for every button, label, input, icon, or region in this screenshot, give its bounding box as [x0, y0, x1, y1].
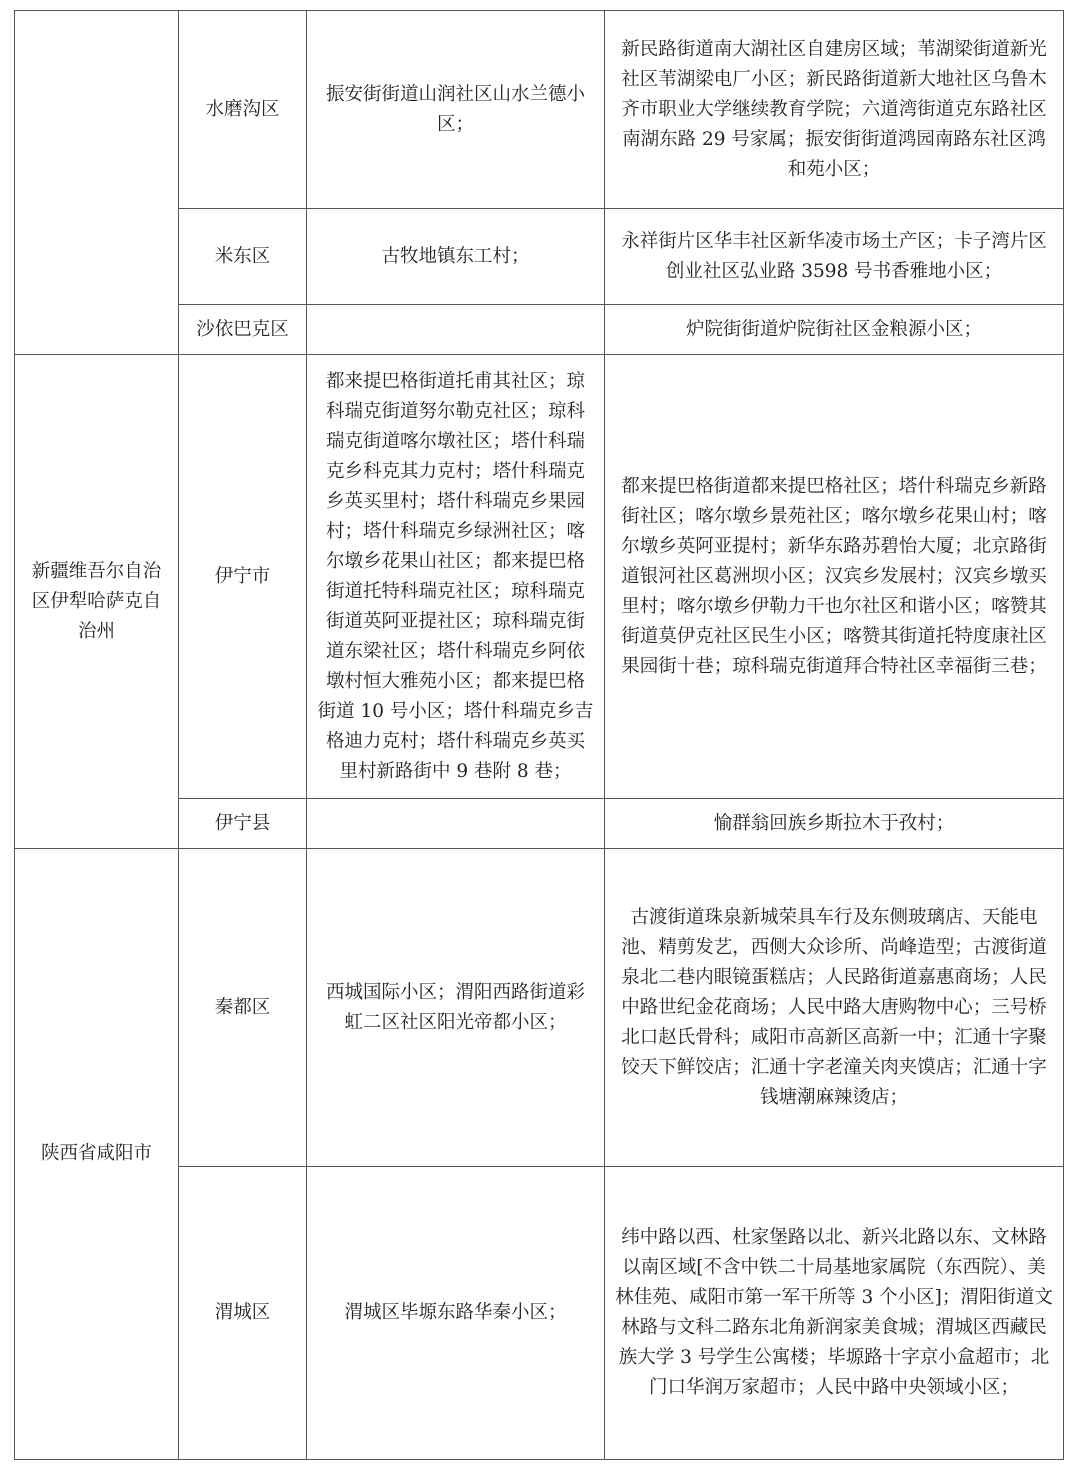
district-cell: 沙依巴克区 — [179, 305, 307, 355]
high-risk-cell — [307, 305, 605, 355]
district-cell: 水磨沟区 — [179, 11, 307, 209]
district-cell: 米东区 — [179, 209, 307, 305]
mid-risk-cell: 炉院街街道炉院街社区金粮源小区； — [605, 305, 1064, 355]
high-risk-cell: 西城国际小区；渭阳西路街道彩虹二区社区阳光帝都小区； — [307, 849, 605, 1167]
high-risk-cell: 古牧地镇东工村； — [307, 209, 605, 305]
district-cell: 秦都区 — [179, 849, 307, 1167]
district-cell: 渭城区 — [179, 1167, 307, 1460]
table-row — [15, 849, 1064, 1167]
table-row — [15, 355, 1064, 799]
region-cell: 陕西省咸阳市 — [15, 849, 179, 1460]
mid-risk-cell: 纬中路以西、杜家堡路以北、新兴北路以东、文林路以南区域[不含中铁二十局基地家属院（东西院）、美林佳苑、咸阳市第一军干所等 3 个小区]；渭阳街道文林路与文科二路东北角新润家美食城；渭城区西藏民族大学 3 号学生公寓楼；毕塬路十字京小盒超市；北门口华润万家超市；人民中路中央领域小区； — [605, 1167, 1064, 1460]
table-row — [15, 11, 1064, 209]
region-cell — [15, 11, 179, 355]
mid-risk-cell: 古渡街道珠泉新城荣具车行及东侧玻璃店、天能电池、精剪发艺，西侧大众诊所、尚峰造型；古渡街道泉北二巷内眼镜蛋糕店；人民路街道嘉惠商场；人民中路世纪金花商场；人民中路大唐购物中心；三号桥北口赵氏骨科；咸阳市高新区高新一中；汇通十字聚饺天下鲜饺店；汇通十字老潼关肉夹馍店；汇通十字钱塘潮麻辣烫店； — [605, 849, 1064, 1167]
district-cell: 伊宁县 — [179, 799, 307, 849]
mid-risk-cell: 永祥街片区华丰社区新华凌市场土产区；卡子湾片区创业社区弘业路 3598 号书香雅地小区； — [605, 209, 1064, 305]
high-risk-cell — [307, 799, 605, 849]
mid-risk-cell: 都来提巴格街道都来提巴格社区；塔什科瑞克乡新路街社区；喀尔墩乡景苑社区；喀尔墩乡花果山村；喀尔墩乡英阿亚提村；新华东路苏碧怡大厦；北京路街道银河社区葛洲坝小区；汉宾乡发展村；汉宾乡墩买里村；喀尔墩乡伊勒力干也尔社区和谐小区；喀赞其街道莫伊克社区民生小区；喀赞其街道托特度康社区果园街十巷；琼科瑞克街道拜合特社区幸福街三巷； — [605, 355, 1064, 799]
risk-area-table — [14, 10, 1064, 1460]
high-risk-cell: 振安街街道山润社区山水兰德小区； — [307, 11, 605, 209]
district-cell: 伊宁市 — [179, 355, 307, 799]
mid-risk-cell: 新民路街道南大湖社区自建房区域；苇湖梁街道新光社区苇湖梁电厂小区；新民路街道新大地社区乌鲁木齐市职业大学继续教育学院；六道湾街道克东路社区南湖东路 29 号家属；振安街街道鸿园南路东社区鸿和苑小区； — [605, 11, 1064, 209]
region-cell: 新疆维吾尔自治区伊犁哈萨克自治州 — [15, 355, 179, 849]
mid-risk-cell: 愉群翁回族乡斯拉木于孜村； — [605, 799, 1064, 849]
high-risk-cell: 都来提巴格街道托甫其社区；琼科瑞克街道努尔勒克社区；琼科瑞克街道喀尔墩社区；塔什科瑞克乡科克其力克村；塔什科瑞克乡英买里村；塔什科瑞克乡果园村；塔什科瑞克乡绿洲社区；喀尔墩乡花果山社区；都来提巴格街道托特科瑞克社区；琼科瑞克街道英阿亚提社区；琼科瑞克街道东梁社区；塔什科瑞克乡阿依墩村恒大雅苑小区；都来提巴格街道 10 号小区；塔什科瑞克乡吉格迪力克村；塔什科瑞克乡英买里村新路街中 9 巷附 8 巷； — [307, 355, 605, 799]
high-risk-cell: 渭城区毕塬东路华秦小区； — [307, 1167, 605, 1460]
